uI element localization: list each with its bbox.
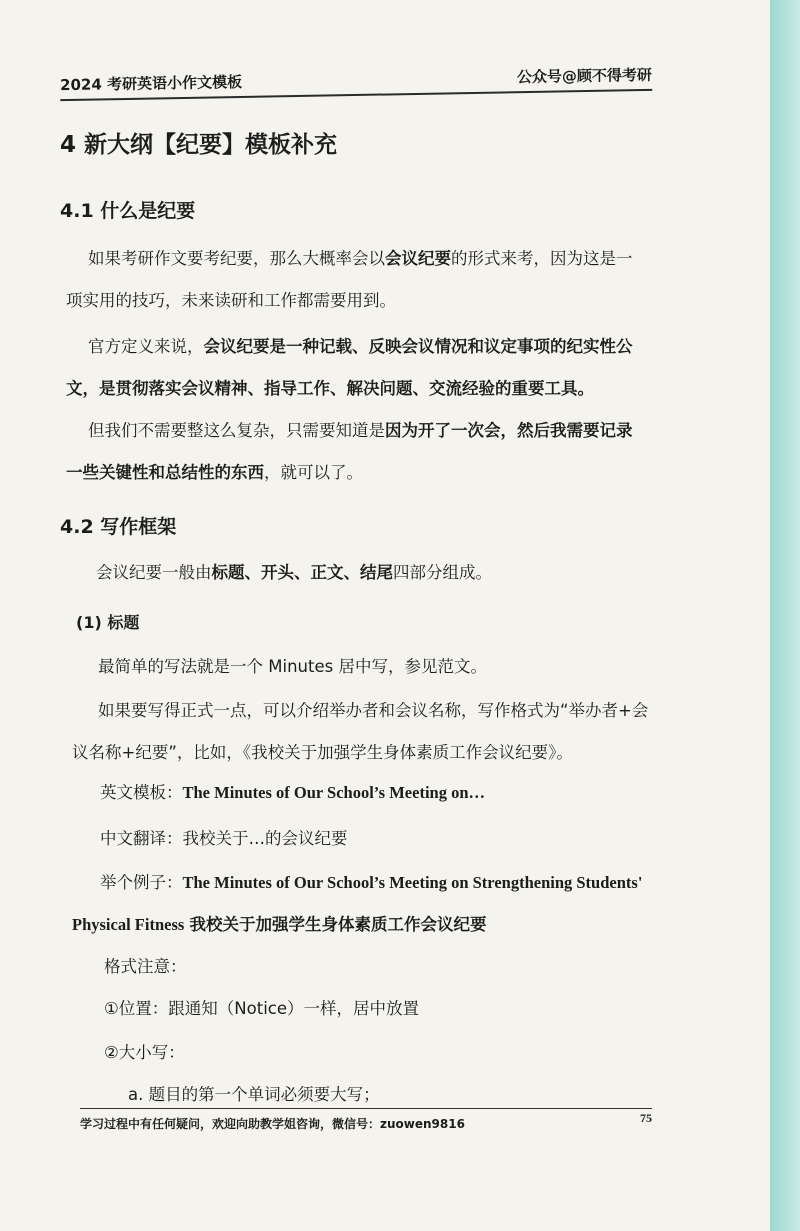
header-title: 2024 考研英语小作文模板 [59,72,243,95]
note-case: ②大小写： [104,1043,185,1062]
p3-bold-b: 因为开了一次会，然后我需要记录 [385,421,633,440]
notes-title: 格式注意： [104,957,187,976]
p3-text-d: ，就可以了。 [264,463,363,482]
template-line [100,772,690,814]
translation-line [100,818,690,860]
section-title: 4 新大纲【纪要】模板补充 [60,132,338,158]
p3-bold-c: 一些关键性和总结性的东西 [66,463,264,482]
p3-text-a: 但我们不需要整这么复杂，只需要知道是 [88,421,385,440]
title-line-2 [72,690,662,774]
p1-text-d: 项实用的技巧，未来读研和工作都需要用到。 [66,291,396,310]
footer-text: 学习过程中有任何疑问，欢迎向助教学姐咨询，微信号：zuowen9816 [80,1117,465,1131]
note-position: ①位置：跟通知（Notice）一样，居中放置 [104,999,420,1018]
subsection-title-what: 4.1 什么是纪要 [60,200,196,222]
line2-text-b: 议名称+纪要”，比如，《我校关于加强学生身体素质工作会议纪要》。 [72,743,573,762]
line2-text-a: 如果要写得正式一点，可以介绍举办者和会议名称，写作格式为“举办者+会 [98,701,649,720]
page-header [60,59,652,101]
p1-bold: 会议纪要 [385,249,451,268]
framework-intro [96,552,686,594]
p2-bold-c: 文，是贯彻落实会议精神、指导工作、解决问题、交流经验的重要工具。 [66,379,594,398]
p1-text-c: 的形式来考，因为这是一 [451,249,633,268]
paragraph-1 [66,238,656,322]
example-english-1: The Minutes of Our School’s Meeting on Strengthening Students' [182,873,643,892]
header-account: 公众号@顾不得考研 [516,65,653,87]
p2-text-a: 官方定义来说， [88,337,204,356]
subsection-title-framework: 4.2 写作框架 [60,516,177,538]
template-english: The Minutes of Our School’s Meeting on… [182,783,486,802]
paragraph-3 [66,410,656,494]
p2-bold-b: 会议纪要是一种记载、反映会议情况和议定事项的纪实性公 [203,337,633,356]
p1-text-a: 如果考研作文要考纪要，那么大概率会以 [88,249,385,268]
intro-bold: 标题、开头、正文、结尾 [211,563,393,582]
paragraph-2 [66,326,656,410]
example-line [72,862,672,946]
example-label: 举个例子： [100,873,183,892]
title-line-1: 最简单的写法就是一个 Minutes 居中写，参见范文。 [98,657,487,676]
example-chinese: 我校关于加强学生身体素质工作会议纪要 [189,915,487,934]
translation-label: 中文翻译： [100,829,183,848]
intro-text-a: 会议纪要一般由 [96,563,212,582]
intro-text-c: 四部分组成。 [393,563,492,582]
translation-text: 我校关于…的会议纪要 [182,829,348,848]
page-number: 75 [640,1111,652,1125]
example-english-2: Physical Fitness [72,915,185,934]
note-case-a: a. 题目的第一个单词必须要大写； [128,1085,380,1104]
item-title: (1) 标题 [76,613,140,632]
template-label: 英文模板： [100,783,183,802]
page-edge [770,0,800,1231]
page-footer [80,1108,652,1133]
